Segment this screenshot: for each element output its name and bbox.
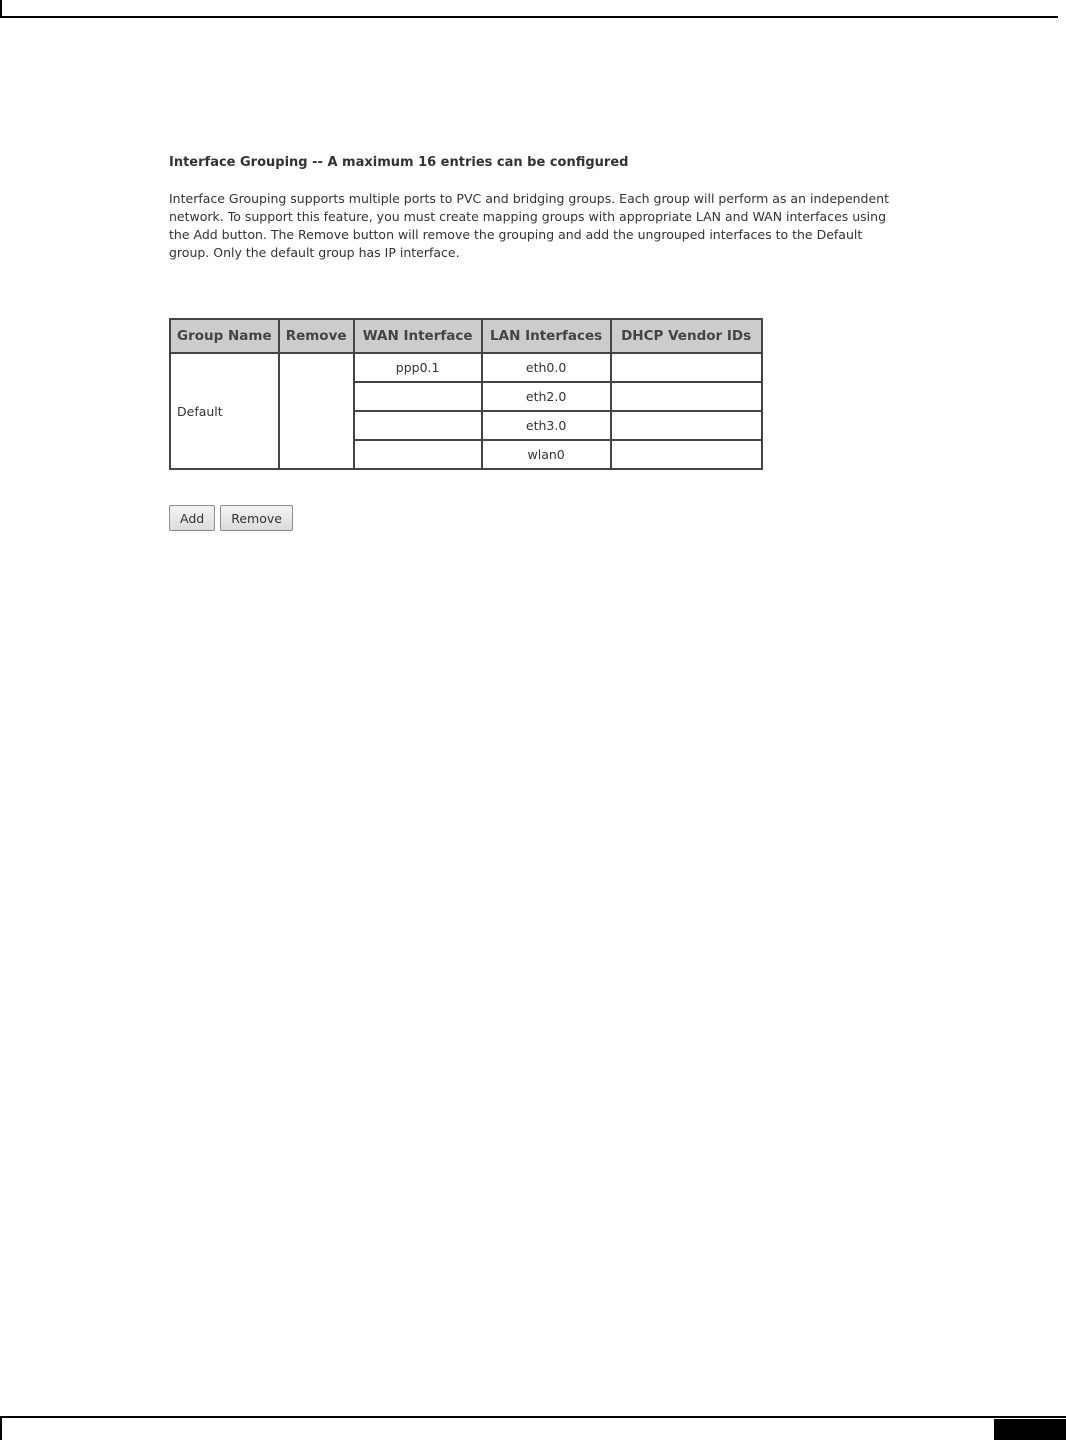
main-content bbox=[169, 154, 909, 262]
interface-grouping-table bbox=[169, 318, 763, 470]
remove-cell bbox=[279, 353, 354, 469]
page-header-frame bbox=[0, 0, 1058, 18]
header-lan-interfaces: LAN Interfaces bbox=[482, 319, 611, 353]
lan-interface-cell: eth2.0 bbox=[482, 382, 611, 411]
page-title: Interface Grouping -- A maximum 16 entries can be configured bbox=[169, 155, 629, 170]
header-group-name: Group Name bbox=[170, 319, 279, 353]
header-wan-interface: WAN Interface bbox=[354, 319, 482, 353]
group-name-cell: Default bbox=[170, 353, 279, 469]
action-buttons bbox=[169, 505, 293, 531]
page-footer-frame bbox=[0, 1416, 1066, 1440]
table-header-row bbox=[170, 319, 762, 353]
page-description: Interface Grouping supports multiple ports to PVC and bridging groups. Each group will perform as an independent network. To support this feature, you must create mapping groups with appropriate LAN and WAN interfaces using the Add button. The Remove button will remove the grouping and add the ungrouped interfaces to the Default group. Only the default group has IP interface. bbox=[169, 191, 890, 260]
dhcp-vendor-id-cell bbox=[611, 382, 762, 411]
add-button[interactable]: Add bbox=[169, 505, 215, 531]
wan-interface-cell bbox=[354, 440, 482, 469]
dhcp-vendor-id-cell bbox=[611, 440, 762, 469]
table-row bbox=[170, 353, 762, 382]
remove-button[interactable]: Remove bbox=[220, 505, 293, 531]
lan-interface-cell: eth3.0 bbox=[482, 411, 611, 440]
lan-interface-cell: eth0.0 bbox=[482, 353, 611, 382]
wan-interface-cell bbox=[354, 411, 482, 440]
wan-interface-cell bbox=[354, 382, 482, 411]
dhcp-vendor-id-cell bbox=[611, 411, 762, 440]
lan-interface-cell: wlan0 bbox=[482, 440, 611, 469]
wan-interface-cell: ppp0.1 bbox=[354, 353, 482, 382]
dhcp-vendor-id-cell bbox=[611, 353, 762, 382]
page-number-block bbox=[994, 1419, 1066, 1440]
header-dhcp-vendor-ids: DHCP Vendor IDs bbox=[611, 319, 762, 353]
header-remove: Remove bbox=[279, 319, 354, 353]
